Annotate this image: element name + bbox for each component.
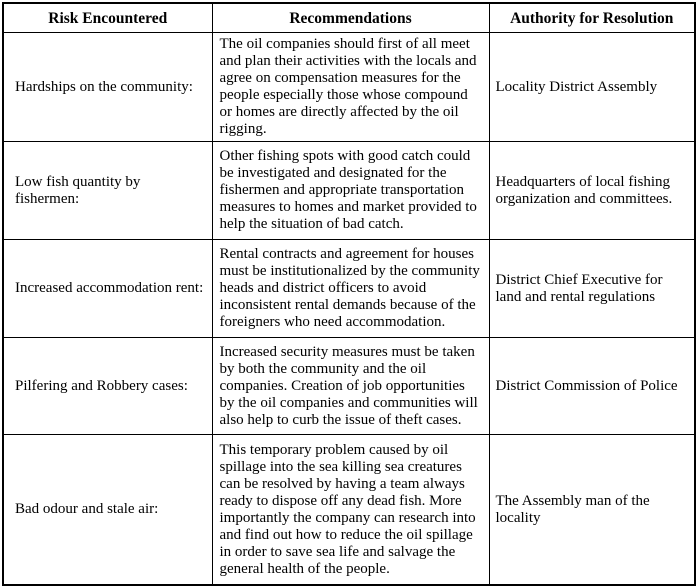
recommendation-cell: Other fishing spots with good catch could be investigated and designated for the fishermen and appropriate transportation measures to homes and market provided to help the situation of bad catch. bbox=[212, 142, 489, 240]
recommendation-cell: This temporary problem caused by oil spillage into the sea killing sea creatures can be resolved by having a team always ready to dispose off any dead fish. More importantly the company can research into and find out how to reduce the oil spillage in order to save sea life and salvage the general health of the people. bbox=[212, 435, 489, 586]
risk-recommendation-table bbox=[2, 2, 696, 586]
risk-cell: Pilfering and Robbery cases: bbox=[3, 338, 212, 435]
authority-cell: District Chief Executive for land and rental regulations bbox=[489, 240, 695, 338]
authority-cell: The Assembly man of the locality bbox=[489, 435, 695, 586]
authority-cell: Locality District Assembly bbox=[489, 33, 695, 142]
table-row-low-fish bbox=[3, 142, 695, 240]
authority-cell: District Commission of Police bbox=[489, 338, 695, 435]
table-row-bad-odour bbox=[3, 435, 695, 586]
header-recommendations: Recommendations bbox=[212, 3, 489, 33]
authority-cell: Headquarters of local fishing organization and committees. bbox=[489, 142, 695, 240]
risk-cell: Low fish quantity by fishermen: bbox=[3, 142, 212, 240]
header-authority-for-resolution: Authority for Resolution bbox=[489, 3, 695, 33]
table-row-hardships bbox=[3, 33, 695, 142]
risk-cell: Bad odour and stale air: bbox=[3, 435, 212, 586]
recommendation-cell: The oil companies should first of all meet and plan their activities with the locals and agree on compensation measures for the people especially those whose compound or homes are directly affected by the oil rigging. bbox=[212, 33, 489, 142]
risk-cell: Hardships on the community: bbox=[3, 33, 212, 142]
header-risk-encountered: Risk Encountered bbox=[3, 3, 212, 33]
recommendation-cell: Rental contracts and agreement for houses must be institutionalized by the community heads and district officers to avoid inconsistent rental demands because of the foreigners who need accommodation. bbox=[212, 240, 489, 338]
table-row-accommodation-rent bbox=[3, 240, 695, 338]
recommendation-cell: Increased security measures must be taken by both the community and the oil companies. Creation of job opportunities by the oil companies and communities will also help to curb the issue of theft cases. bbox=[212, 338, 489, 435]
table-row-pilfering-robbery bbox=[3, 338, 695, 435]
risk-cell: Increased accommodation rent: bbox=[3, 240, 212, 338]
header-row bbox=[3, 3, 695, 33]
